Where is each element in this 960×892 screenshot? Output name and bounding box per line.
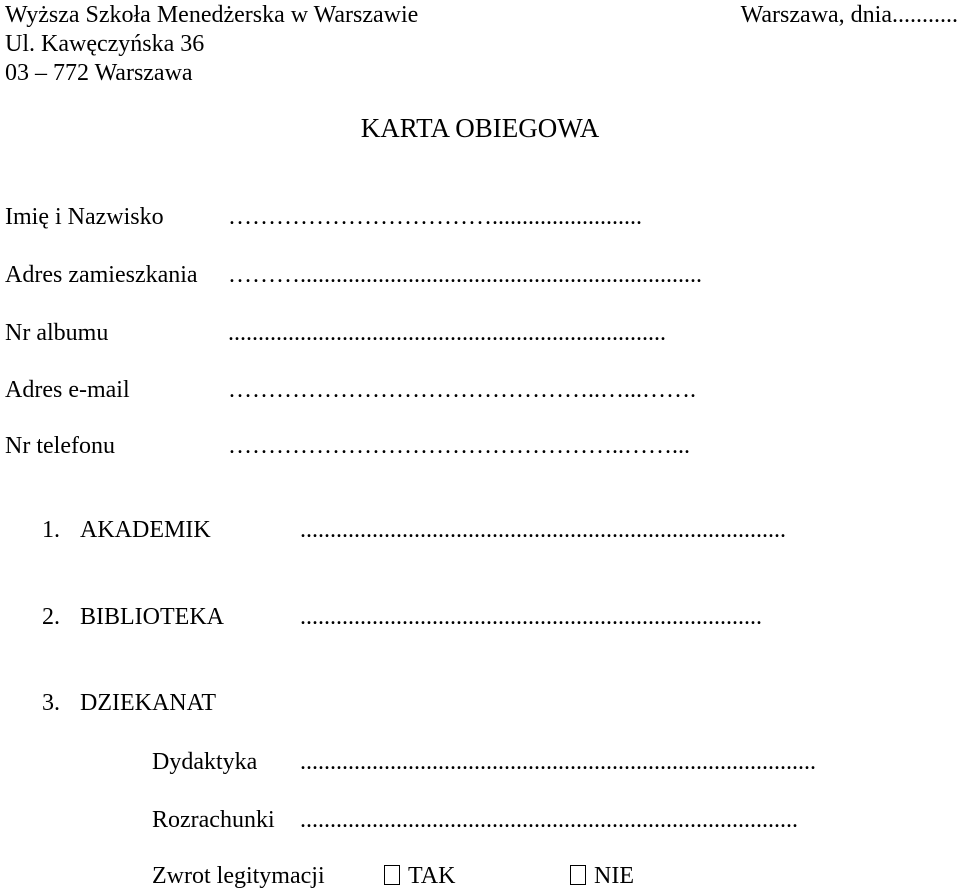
section-name-biblioteka: BIBLIOTEKA — [80, 604, 224, 630]
section-name-dziekanat: DZIEKANAT — [80, 690, 216, 716]
section-name-akademik: AKADEMIK — [80, 517, 211, 543]
option-tak-label: TAK — [408, 863, 456, 889]
section-value-biblioteka: ............................................................................. — [300, 604, 762, 630]
field-label-legitymacja: Zwrot legitymacji — [152, 863, 325, 889]
field-value-dydaktyka: ...................................................................................... — [300, 749, 816, 775]
field-value-name: ……………………………......................... — [228, 204, 642, 230]
checkbox-icon[interactable] — [570, 865, 586, 885]
organization-name: Wyższa Szkoła Menedżerska w Warszawie — [5, 2, 419, 28]
field-label-name: Imię i Nazwisko — [5, 204, 164, 230]
document-title: KARTA OBIEGOWA — [360, 113, 600, 143]
field-label-phone: Nr telefonu — [5, 433, 115, 459]
field-label-address: Adres zamieszkania — [5, 262, 198, 288]
section-number-dziekanat: 3. — [42, 690, 60, 716]
field-label-dydaktyka: Dydaktyka — [152, 749, 258, 775]
section-value-akademik: ................................................................................. — [300, 517, 786, 543]
field-label-email: Adres e-mail — [5, 377, 130, 403]
place-date: Warszawa, dnia........... — [740, 2, 958, 28]
option-nie-label: NIE — [594, 863, 634, 889]
field-value-phone: …………………………………………..……... — [228, 433, 690, 459]
option-tak[interactable] — [384, 864, 455, 888]
organization-city: 03 – 772 Warszawa — [5, 60, 193, 86]
field-value-email: ………………………………………..…...……. — [228, 377, 696, 403]
field-value-rozrachunki: ................................................................................... — [300, 807, 798, 833]
field-value-album: ......................................................................... — [228, 320, 666, 346]
checkbox-icon[interactable] — [384, 865, 400, 885]
section-number-akademik: 1. — [42, 517, 60, 543]
section-number-biblioteka: 2. — [42, 604, 60, 630]
field-value-address: ………................................................................... — [228, 262, 702, 288]
organization-street: Ul. Kawęczyńska 36 — [5, 31, 205, 57]
field-label-rozrachunki: Rozrachunki — [152, 807, 275, 833]
option-nie[interactable] — [570, 864, 634, 888]
field-label-album: Nr albumu — [5, 320, 109, 346]
